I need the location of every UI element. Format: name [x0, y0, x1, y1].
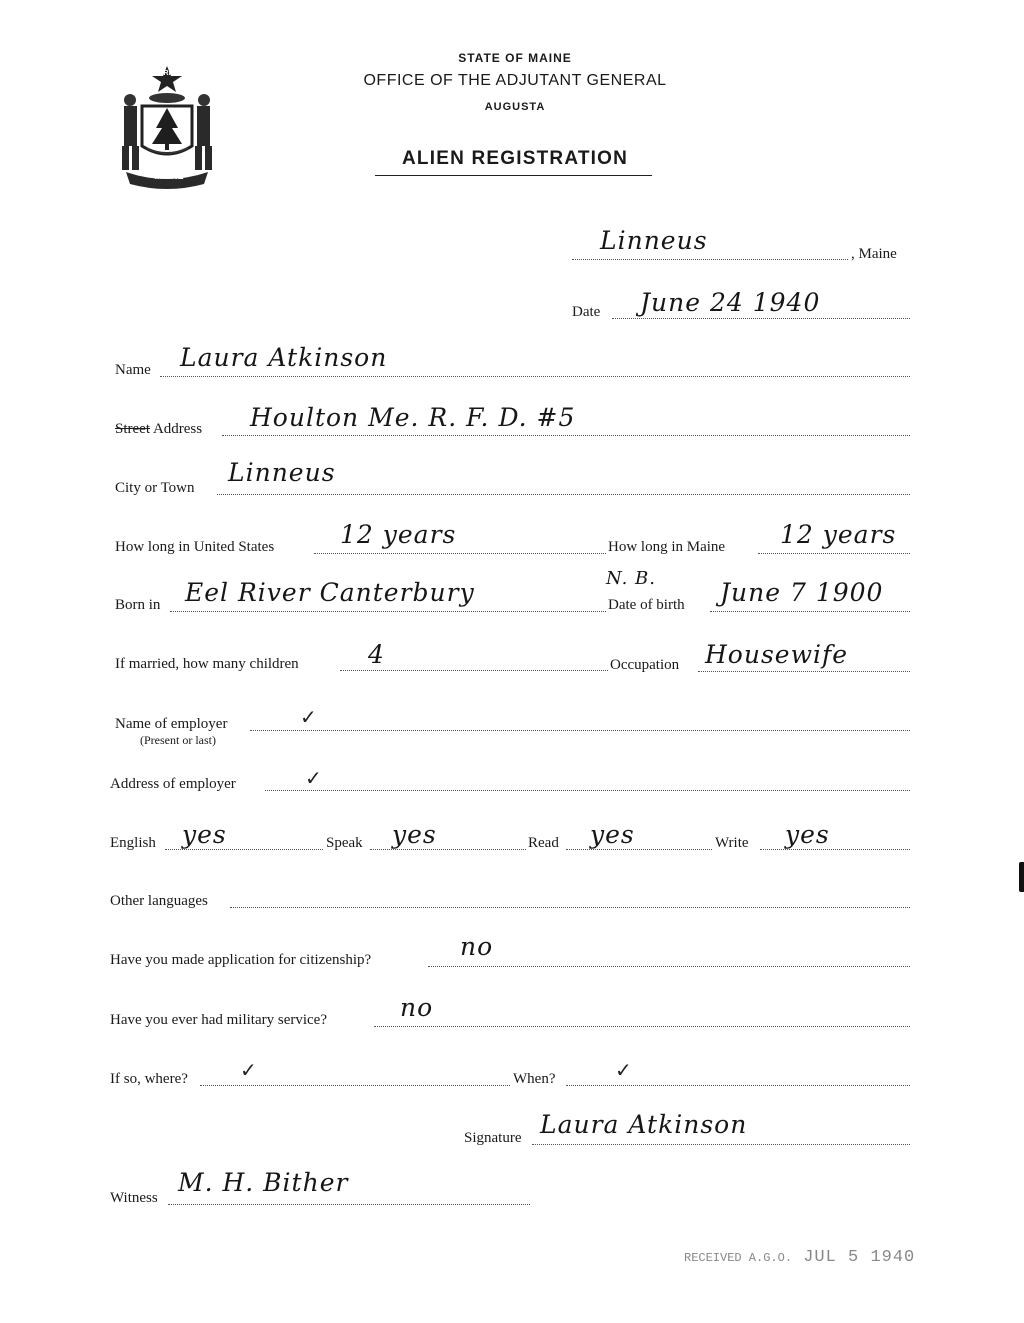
received-stamp — [684, 1248, 915, 1267]
us-duration-line — [314, 553, 606, 554]
children-value: 4 — [368, 640, 385, 669]
birthdate-label: Date of birth — [608, 597, 685, 613]
employer-name-label: Name of employer — [115, 716, 228, 732]
where-line — [200, 1085, 510, 1086]
where-label: If so, where? — [110, 1071, 188, 1087]
speak-line — [370, 849, 526, 850]
received-stamp-label: RECEIVED A.G.O. — [684, 1251, 793, 1265]
date-value: June 24 1940 — [640, 288, 821, 317]
birthplace-province: N. B. — [606, 568, 656, 589]
received-stamp-date: JUL 5 1940 — [803, 1248, 916, 1267]
city-value: Linneus — [228, 458, 336, 487]
read-line — [566, 849, 712, 850]
place-line — [572, 259, 848, 260]
citizenship-line — [428, 966, 910, 967]
witness-label: Witness — [110, 1190, 158, 1206]
occupation-value: Housewife — [705, 640, 849, 669]
military-value: no — [400, 993, 434, 1022]
us-duration-value: 12 years — [340, 520, 457, 549]
military-line — [374, 1026, 910, 1027]
form-title: ALIEN REGISTRATION — [401, 148, 629, 169]
write-label: Write — [715, 835, 749, 851]
military-label: Have you ever had military service? — [110, 1012, 327, 1028]
place-value: Linneus — [600, 226, 708, 255]
employer-name-sublabel: (Present or last) — [140, 733, 216, 747]
header-city: AUGUSTA — [484, 101, 546, 113]
us-duration-label: How long in United States — [115, 539, 275, 555]
when-line — [566, 1085, 910, 1086]
other-languages-line — [230, 907, 910, 908]
signature-value: Laura Atkinson — [540, 1110, 748, 1139]
header-state: STATE OF MAINE — [458, 51, 572, 65]
write-line — [760, 849, 910, 850]
occupation-line — [698, 671, 910, 672]
address-value: Houlton Me. R. F. D. #5 — [250, 403, 576, 432]
date-label: Date — [572, 304, 601, 320]
where-check: ✓ — [240, 1058, 257, 1082]
birthplace-label: Born in — [115, 597, 161, 613]
employer-address-check: ✓ — [305, 766, 322, 790]
when-label: When? — [513, 1071, 556, 1087]
name-line — [160, 376, 910, 377]
read-value: yes — [590, 820, 635, 849]
english-value: yes — [182, 820, 227, 849]
address-label-text: Address — [152, 421, 203, 437]
children-line — [340, 670, 608, 671]
employer-address-label: Address of employer — [110, 776, 236, 792]
city-line — [217, 494, 910, 495]
speak-value: yes — [392, 820, 437, 849]
place-suffix: , Maine — [851, 246, 897, 262]
write-value: yes — [785, 820, 830, 849]
birthplace-value: Eel River Canterbury — [185, 578, 475, 607]
occupation-label: Occupation — [610, 657, 680, 673]
english-label: English — [110, 835, 156, 851]
employer-name-line — [250, 730, 910, 731]
maine-duration-value: 12 years — [780, 520, 897, 549]
city-label: City or Town — [115, 480, 195, 496]
when-check: ✓ — [615, 1058, 632, 1082]
citizenship-label: Have you made application for citizenship? — [110, 952, 372, 968]
name-value: Laura Atkinson — [180, 343, 388, 372]
witness-value: M. H. Bither — [178, 1168, 349, 1197]
witness-line — [168, 1204, 530, 1205]
employer-address-line — [265, 790, 910, 791]
title-underline — [375, 175, 652, 176]
scan-edge-mark — [1019, 862, 1024, 892]
name-label: Name — [115, 362, 151, 378]
header-office: OFFICE OF THE ADJUTANT GENERAL — [363, 72, 667, 89]
maine-duration-label: How long in Maine — [608, 539, 726, 555]
signature-line — [532, 1144, 910, 1145]
birthdate-value: June 7 1900 — [720, 578, 884, 607]
other-languages-label: Other languages — [110, 893, 208, 909]
address-line — [222, 435, 910, 436]
seal-label: MAINE — [154, 171, 184, 181]
address-label — [115, 421, 202, 438]
signature-label: Signature — [464, 1130, 522, 1146]
employer-name-check: ✓ — [300, 705, 317, 729]
children-label: If married, how many children — [115, 656, 299, 672]
seal-motto: DIRIGO — [156, 70, 182, 77]
address-label-struck: Street — [115, 421, 150, 437]
read-label: Read — [528, 835, 559, 851]
citizenship-value: no — [460, 932, 494, 961]
maine-duration-line — [758, 553, 910, 554]
date-line — [612, 318, 910, 319]
birthdate-line — [710, 611, 910, 612]
speak-label: Speak — [326, 835, 363, 851]
birthplace-line — [170, 611, 606, 612]
english-line — [165, 849, 323, 850]
